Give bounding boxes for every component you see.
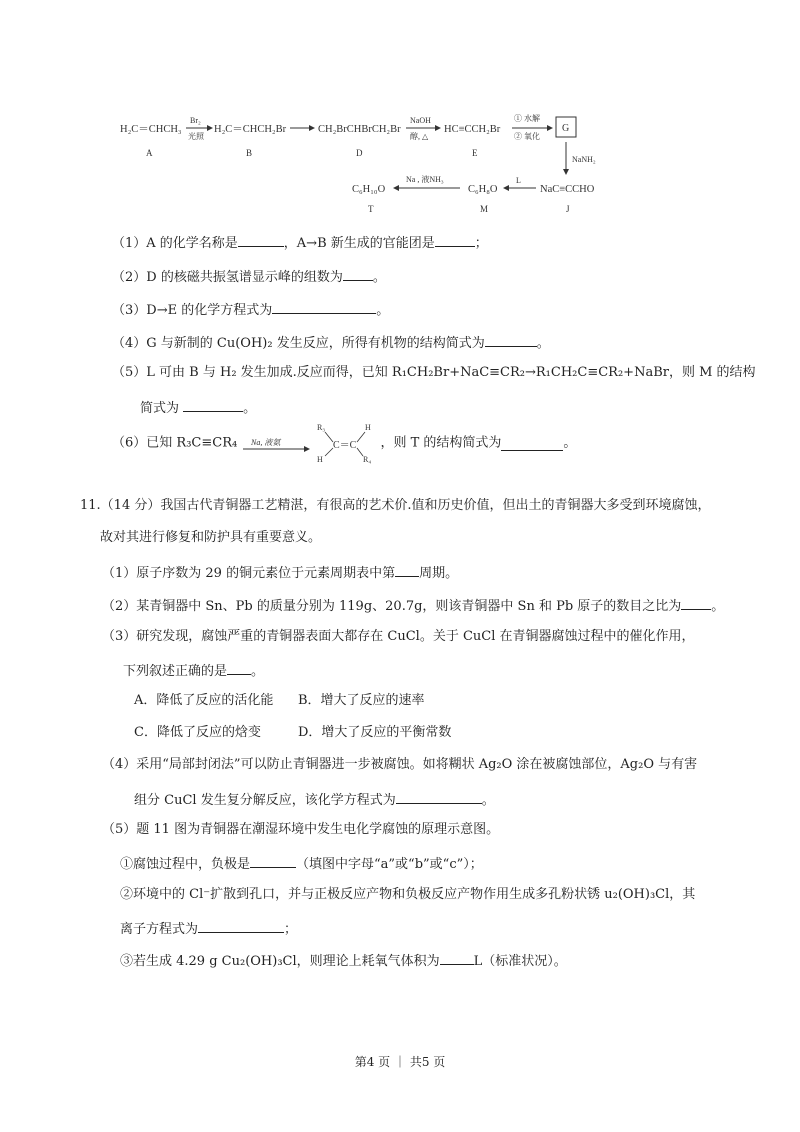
- q11-part5: （5）题 11 图为青铜器在潮湿环境中发生电化学腐蚀的原理示意图。: [102, 822, 500, 837]
- label-A: A: [146, 148, 153, 158]
- q10-part6: （6）已知 R₃C≡CR₄ Na, 液氨 R₃ H C＝C H R₄ ，则 T 的结构简式为 。: [112, 418, 576, 468]
- reaction-arrow-label: Na, 液氨: [251, 438, 281, 447]
- arrow-L-label: L: [516, 176, 521, 185]
- q11-part1: （1）原子序数为 29 的铜元素位于元素周期表中第 周期。: [102, 562, 458, 583]
- label-D: D: [356, 148, 363, 158]
- q11-part3: （3）研究发现，腐蚀严重的青铜器表面大都存在 CuCl。关于 CuCl 在青铜器腐蚀过程中的催化作用，: [102, 629, 695, 644]
- q11-part2: （2）某青铜器中 Sn、Pb 的质量分别为 119g、20.7g，则该青铜器中 Sn 和 Pb 原子的数目之比为 。: [102, 595, 724, 616]
- answer-blank[interactable]: [435, 232, 475, 247]
- q11-heading-cont: 故对其进行修复和防护具有重要意义。: [100, 530, 322, 545]
- alkyne-reduction-reaction: [241, 418, 376, 468]
- reaction-scheme: [100, 108, 700, 220]
- label-J: J: [566, 204, 570, 214]
- substituent-H-right: H: [365, 423, 372, 432]
- q10-part2: （2）D 的核磁共振氢谱显示峰的组数为 。: [112, 266, 386, 287]
- answer-blank[interactable]: [198, 918, 284, 933]
- q10-part5: （5）L 可由 B 与 H₂ 发生加成.反应而得，已知 R₁CH₂Br+NaC≡CR₂→R₁CH₂C≡CR₂+NaBr，则 M 的结构: [112, 365, 756, 380]
- q11-part5-sub2-cont: 离子方程式为 ；: [120, 918, 297, 939]
- q11-part5-sub1: ①腐蚀过程中，负极是 （填图中字母“a”或“b”或“c”）；: [120, 853, 483, 874]
- label-T: T: [368, 204, 374, 214]
- q10-part4: （4）G 与新制的 Cu(OH)₂ 发生反应，所得有机物的结构简式为 。: [112, 332, 550, 353]
- q11-part4-cont: 组分 CuCl 发生复分解反应，该化学方程式为 。: [134, 789, 495, 810]
- compound-M: C₆H₈O: [468, 184, 498, 195]
- answer-blank[interactable]: [501, 436, 563, 451]
- answer-blank[interactable]: [227, 660, 251, 675]
- q10-part5-cont: 简式为 。: [140, 397, 256, 418]
- answer-blank[interactable]: [440, 950, 474, 965]
- compound-G: G: [562, 123, 570, 134]
- reaction-scheme-svg: [100, 108, 700, 220]
- answer-blank[interactable]: [396, 789, 482, 804]
- substituent-R4: R₄: [363, 455, 372, 464]
- answer-blank[interactable]: [272, 299, 376, 314]
- arrow4-top: ① 水解: [514, 114, 540, 123]
- answer-blank[interactable]: [395, 562, 419, 577]
- page-footer: 第4 页 ｜ 共5 页: [354, 1055, 446, 1069]
- compound-J: NaC≡CCHO: [540, 184, 595, 195]
- q10-part1: （1）A 的化学名称是 ，A→B 新生成的官能团是 ；: [112, 232, 488, 253]
- alkene-core: C＝C: [333, 440, 357, 451]
- label-B: B: [246, 148, 253, 158]
- answer-blank[interactable]: [238, 232, 284, 247]
- q11-part5-sub2: ②环境中的 Cl⁻扩散到孔口，并与正极反应产物和负极反应产物作用生成多孔粉状锈 u₂(OH)₃Cl，其: [120, 887, 696, 902]
- answer-blank[interactable]: [343, 266, 373, 281]
- q11-options-row2: [134, 724, 451, 742]
- q11-part3-cont: 下列叙述正确的是 。: [123, 660, 264, 681]
- answer-blank[interactable]: [250, 853, 296, 868]
- substituent-R3: R₃: [317, 423, 326, 432]
- q11-options-row1: [134, 692, 425, 710]
- label-M: M: [480, 204, 489, 214]
- arrow3-bottom: 醇, △: [410, 132, 429, 141]
- option-B[interactable]: B．增大了反应的速率: [298, 693, 425, 708]
- answer-blank[interactable]: [485, 332, 537, 347]
- q11-heading: 11.（14 分）我国古代青铜器工艺精湛，有很高的艺术价.值和历史价值，但出土的青铜器大多受到环境腐蚀，: [80, 498, 711, 513]
- q10-part3: （3）D→E 的化学方程式为 。: [112, 299, 389, 320]
- q11-part5-sub3: ③若生成 4.29 g Cu₂(OH)₃Cl，则理论上耗氧气体积为 L（标准状况）。: [120, 950, 567, 971]
- arrow1-bottom: 光照: [188, 132, 204, 141]
- compound-A: H₂C＝CHCH₃: [120, 124, 182, 135]
- compound-T: C₆H₁₀O: [352, 184, 386, 195]
- compound-E: HC≡CCH₂Br: [444, 124, 501, 135]
- down-arrow-label: NaNH₂: [572, 155, 596, 164]
- arrow-Na-label: Na , 液NH₃: [406, 175, 444, 184]
- answer-blank[interactable]: [681, 595, 711, 610]
- arrow1-top: Br₂: [190, 116, 201, 125]
- option-D[interactable]: D．增大了反应的平衡常数: [298, 725, 452, 740]
- substituent-H-left: H: [317, 455, 324, 464]
- compound-D: CH₂BrCHBrCH₂Br: [318, 124, 401, 135]
- answer-blank[interactable]: [183, 397, 243, 412]
- label-E: E: [472, 148, 478, 158]
- arrow4-bottom: ② 氧化: [514, 132, 540, 141]
- option-C[interactable]: C．降低了反应的焓变: [134, 725, 261, 740]
- option-A[interactable]: A．降低了反应的活化能: [134, 693, 274, 708]
- arrow3-top: NaOH: [410, 116, 431, 125]
- compound-B: H₂C＝CHCH₂Br: [214, 124, 287, 135]
- q11-part4: （4）采用“局部封闭法”可以防止青铜器进一步被腐蚀。如将糊状 Ag₂O 涂在被腐蚀部位，Ag₂O 与有害: [102, 757, 698, 772]
